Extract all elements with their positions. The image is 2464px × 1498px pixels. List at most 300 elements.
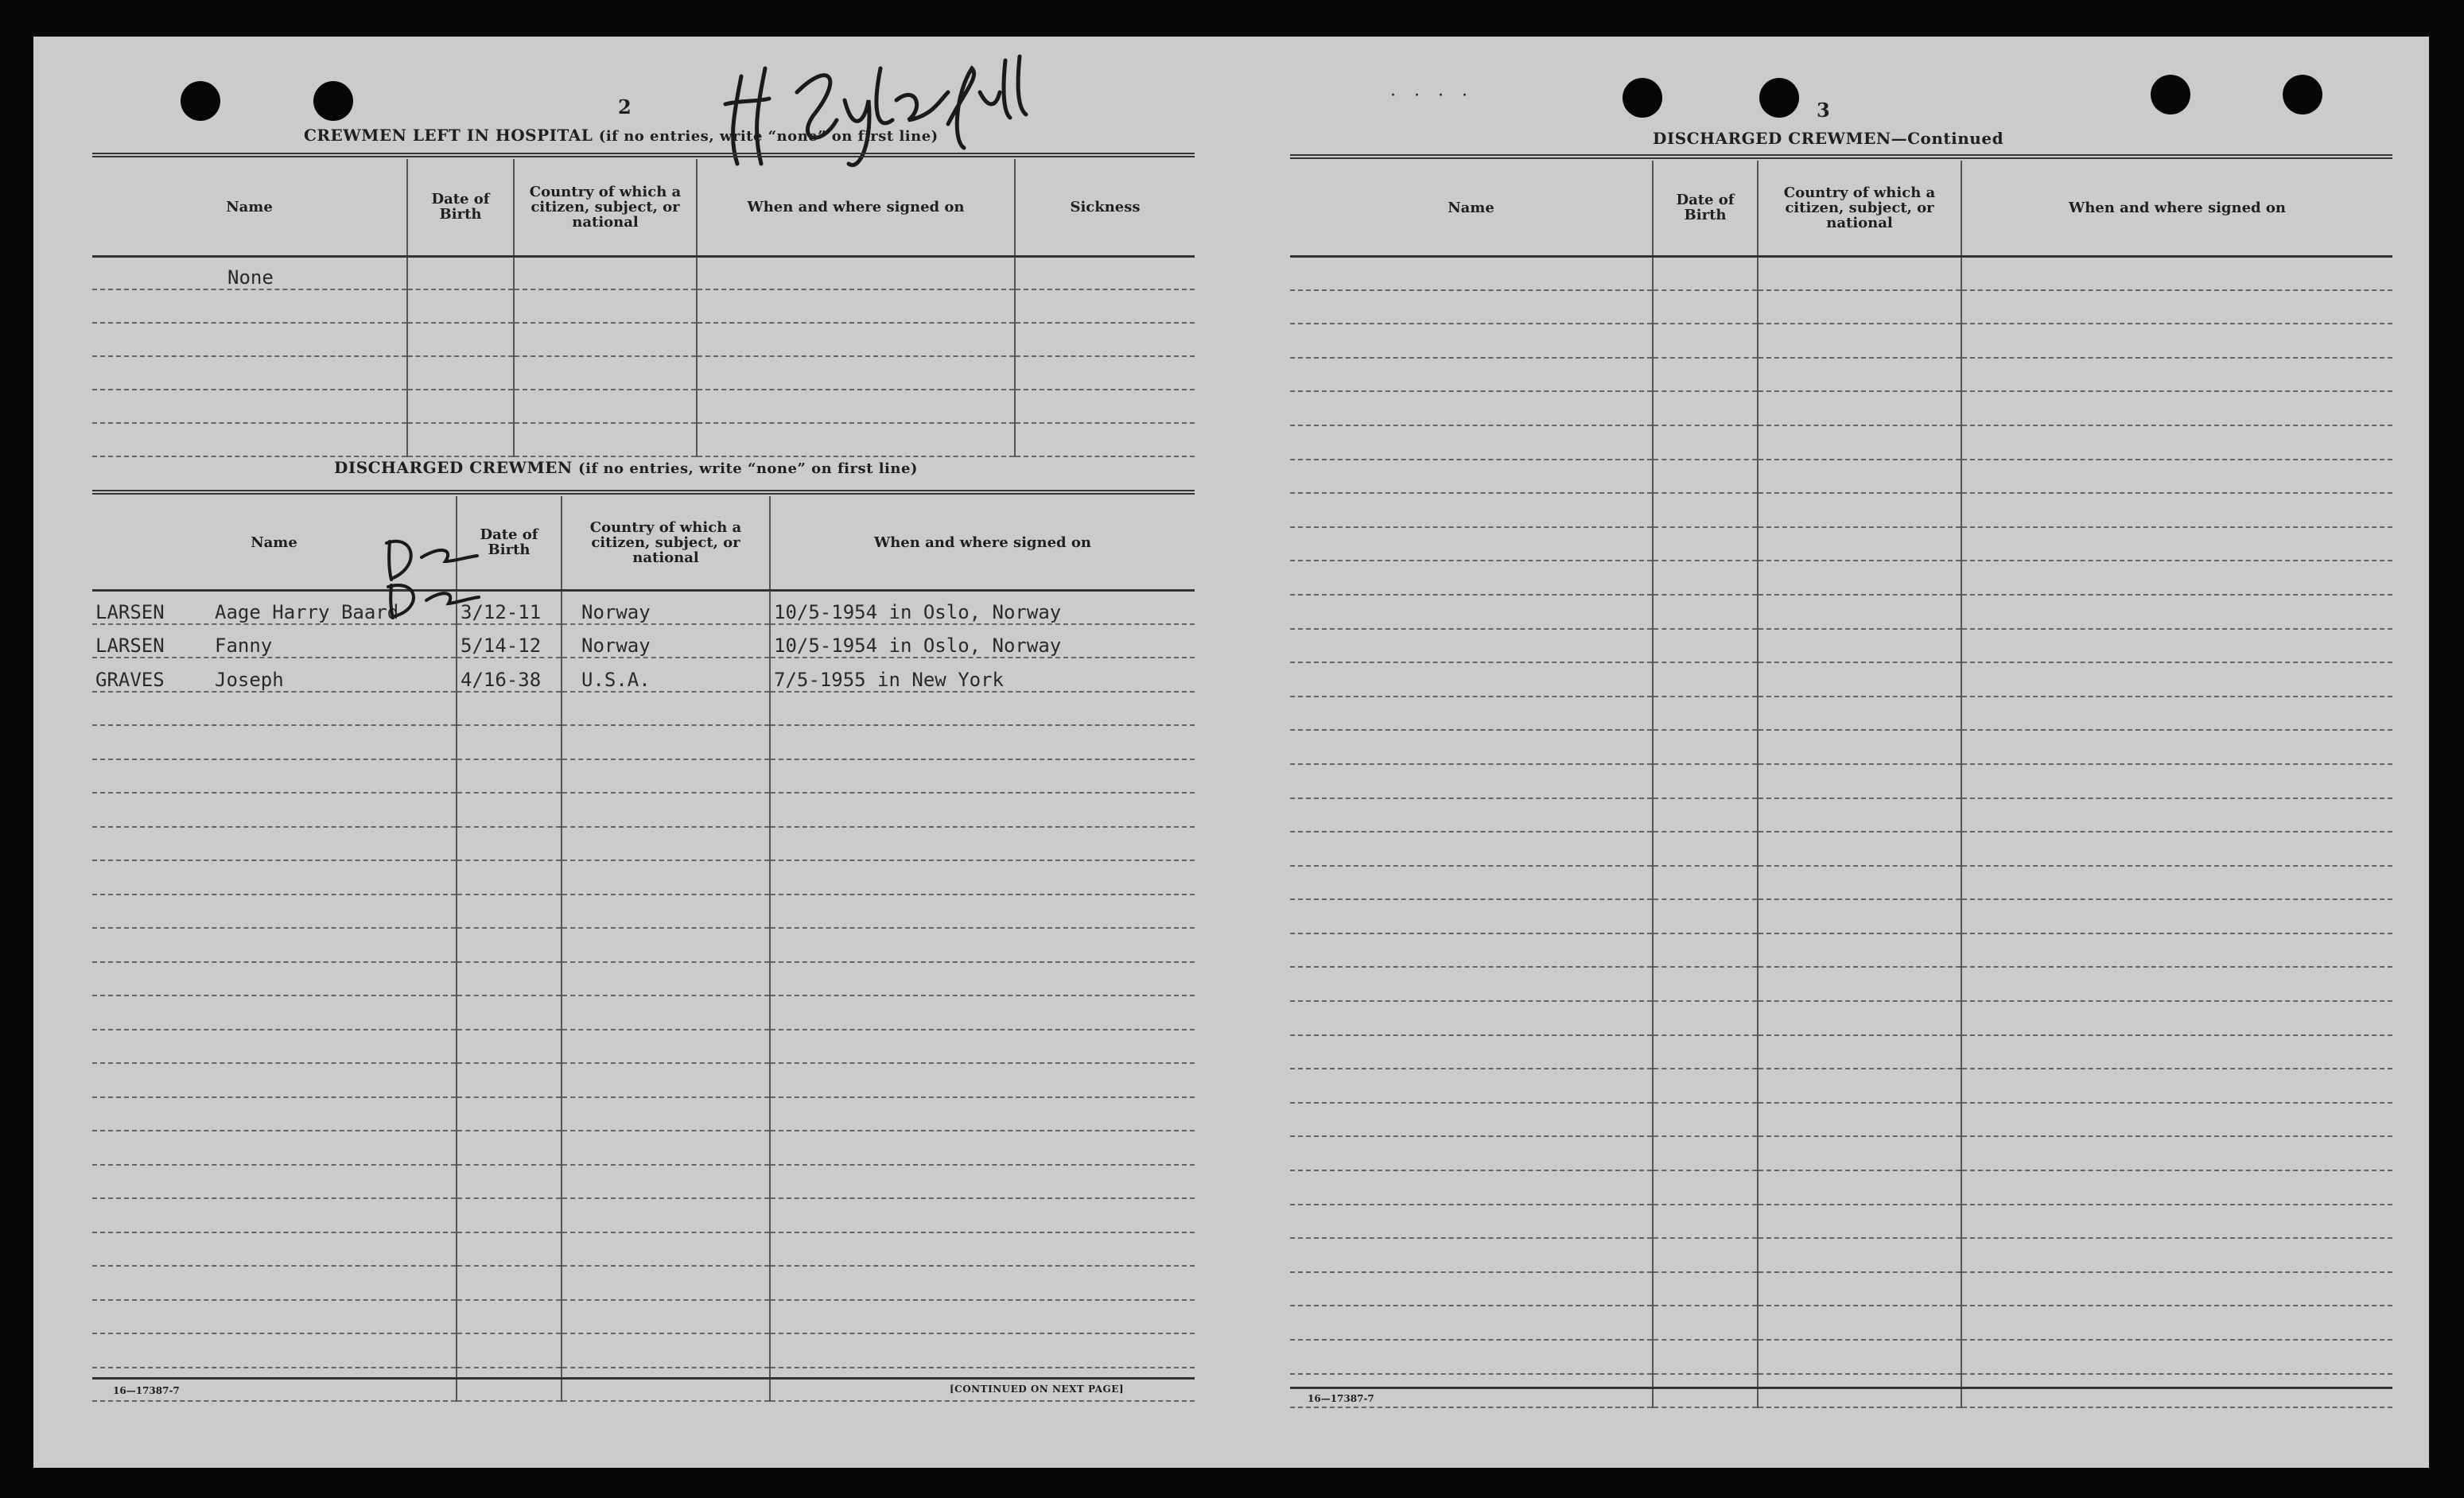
discharged-table-row — [92, 928, 1195, 962]
continued-cell — [1758, 1238, 1961, 1272]
continued-cell — [1290, 358, 1653, 392]
continued-cell — [1758, 1001, 1961, 1035]
crewman-name-cell — [92, 928, 457, 962]
hospital-cell — [92, 356, 407, 390]
continued-cell — [1653, 899, 1758, 933]
punch-hole — [2283, 75, 2322, 114]
continued-cell — [1961, 391, 2392, 425]
crewman-country-cell — [562, 1333, 770, 1368]
continued-cell — [1961, 697, 2392, 731]
discharged-header-row — [92, 496, 1195, 590]
crewman-name-cell — [92, 1063, 457, 1097]
crewman-name-cell — [92, 995, 457, 1030]
crewman-signed-cell — [770, 692, 1195, 726]
hospital-cell — [92, 289, 407, 323]
continued-cell — [1290, 460, 1653, 494]
continued-cell — [1758, 527, 1961, 561]
continued-table-row — [1290, 324, 2392, 358]
crewman-given-name: Joseph — [215, 668, 284, 691]
crewman-dob-cell: 4/16-38 — [457, 658, 562, 692]
continued-table-row — [1290, 764, 2392, 798]
continued-table-row — [1290, 629, 2392, 663]
crewman-surname: LARSEN — [95, 600, 165, 623]
discharged-table-row — [92, 1198, 1195, 1232]
crewman-country-cell — [562, 1300, 770, 1334]
hospital-cell — [697, 423, 1015, 456]
hospital-cell — [92, 423, 407, 456]
continued-note: [CONTINUED ON NEXT PAGE] — [950, 1384, 1125, 1395]
continued-table-row — [1290, 933, 2392, 968]
continued-cell — [1961, 832, 2392, 866]
continued-cell — [1758, 1069, 1961, 1103]
discharged-top-rule — [92, 490, 1195, 495]
crewman-surname: LARSEN — [95, 635, 165, 657]
continued-cell — [1290, 1069, 1653, 1103]
continued-cell — [1961, 1306, 2392, 1340]
crewman-name-cell — [92, 1131, 457, 1165]
continued-table-row — [1290, 866, 2392, 900]
crewman-signed-cell: 10/5-1954 in Oslo, Norway — [770, 624, 1195, 658]
crewman-country-cell — [562, 895, 770, 929]
crewman-dob-cell — [457, 725, 562, 759]
crewman-signed-cell — [770, 1266, 1195, 1300]
crewman-signed-cell — [770, 793, 1195, 827]
continued-cell — [1653, 1272, 1758, 1306]
continued-cell — [1290, 561, 1653, 595]
crewman-dob-cell — [457, 928, 562, 962]
continued-cell — [1758, 1340, 1961, 1374]
hospital-cell — [697, 256, 1015, 289]
crewman-signed-cell — [770, 759, 1195, 794]
hospital-cell — [407, 356, 514, 390]
continued-cell — [1290, 1001, 1653, 1035]
crewman-country-cell — [562, 1165, 770, 1199]
punch-hole — [1623, 78, 1662, 118]
continued-cell — [1653, 730, 1758, 764]
crewman-dob-cell — [457, 895, 562, 929]
continued-cell — [1290, 933, 1653, 968]
continued-table-row — [1290, 425, 2392, 460]
continued-section-title: DISCHARGED CREWMEN—Continued — [1653, 129, 2004, 148]
continued-cell — [1653, 697, 1758, 731]
continued-cell — [1758, 1170, 1961, 1205]
continued-table-row — [1290, 1035, 2392, 1069]
discharged-table-row — [92, 1333, 1195, 1368]
continued-cell — [1961, 1170, 2392, 1205]
discharged-table-row — [92, 590, 1195, 624]
crewman-name-cell — [92, 1266, 457, 1300]
hospital-cell — [1015, 356, 1195, 390]
crewman-signed-cell — [770, 1300, 1195, 1334]
continued-cell — [1961, 662, 2392, 697]
continued-cell — [1653, 425, 1758, 460]
discharged-table-row — [92, 827, 1195, 861]
continued-cell — [1758, 1374, 1961, 1408]
hospital-header-signed: When and where signed on — [697, 159, 1015, 256]
page-number-right: 3 — [1817, 99, 1830, 122]
continued-cell — [1758, 324, 1961, 358]
crewman-country-cell — [562, 1030, 770, 1064]
continued-cell — [1961, 290, 2392, 324]
continued-bottom-rule — [1290, 1387, 2392, 1389]
continued-table-row — [1290, 561, 2392, 595]
continued-cell — [1961, 967, 2392, 1001]
document-page — [33, 37, 2429, 1468]
discharged-section-title — [334, 458, 918, 477]
continued-cell — [1653, 1340, 1758, 1374]
crewman-country-cell — [562, 1097, 770, 1131]
continued-table-row — [1290, 527, 2392, 561]
continued-cell — [1653, 662, 1758, 697]
discharged-table-row — [92, 1063, 1195, 1097]
continued-cell — [1290, 1035, 1653, 1069]
hospital-cell — [697, 289, 1015, 323]
continued-cell — [1653, 1238, 1758, 1272]
hospital-cell — [407, 323, 514, 356]
crewman-dob-cell — [457, 1198, 562, 1232]
continued-cell — [1758, 460, 1961, 494]
continued-cell — [1653, 256, 1758, 290]
continued-cell — [1758, 866, 1961, 900]
hospital-cell — [407, 289, 514, 323]
crewman-dob-cell: 5/14-12 — [457, 624, 562, 658]
continued-cell — [1290, 324, 1653, 358]
discharged-table-row — [92, 1300, 1195, 1334]
hospital-table-row — [92, 423, 1195, 456]
continued-cell — [1961, 1136, 2392, 1170]
continued-table-row — [1290, 595, 2392, 629]
hospital-header-country: Country of which a citizen, subject, or national — [514, 159, 697, 256]
crewman-country-cell: Norway — [562, 624, 770, 658]
continued-table-row — [1290, 1103, 2392, 1137]
continued-cell — [1758, 256, 1961, 290]
continued-table-row — [1290, 358, 2392, 392]
discharged-table-row — [92, 1232, 1195, 1267]
crewman-signed-cell — [770, 827, 1195, 861]
continued-cell — [1653, 527, 1758, 561]
crewman-signed-cell — [770, 1063, 1195, 1097]
crewman-dob-cell — [457, 1232, 562, 1267]
continued-cell — [1653, 1136, 1758, 1170]
continued-cell — [1653, 866, 1758, 900]
continued-cell — [1290, 256, 1653, 290]
continued-cell — [1961, 561, 2392, 595]
continued-cell — [1653, 1035, 1758, 1069]
crewman-signed-cell — [770, 1333, 1195, 1368]
continued-cell — [1961, 460, 2392, 494]
discharged-table-row — [92, 895, 1195, 929]
continued-cell — [1290, 527, 1653, 561]
crewman-name-cell — [92, 860, 457, 895]
continued-cell — [1961, 358, 2392, 392]
continued-table-row — [1290, 391, 2392, 425]
continued-cell — [1290, 391, 1653, 425]
hospital-top-rule — [92, 153, 1195, 157]
hospital-table-row — [92, 289, 1195, 323]
continued-cell — [1290, 595, 1653, 629]
continued-table-row — [1290, 256, 2392, 290]
continued-cell — [1758, 1136, 1961, 1170]
crewman-dob-cell — [457, 1030, 562, 1064]
discharged-table-row — [92, 1165, 1195, 1199]
continued-cell — [1961, 324, 2392, 358]
crewman-dob-cell — [457, 1266, 562, 1300]
crewman-country-cell — [562, 1198, 770, 1232]
continued-cell — [1961, 1272, 2392, 1306]
continued-cell — [1653, 764, 1758, 798]
continued-cell — [1290, 425, 1653, 460]
continued-cell — [1290, 1103, 1653, 1137]
continued-table-row — [1290, 1306, 2392, 1340]
continued-cell — [1758, 358, 1961, 392]
crewman-country-cell — [562, 827, 770, 861]
crewman-signed-cell — [770, 1097, 1195, 1131]
crewman-dob-cell — [457, 860, 562, 895]
continued-cell — [1653, 324, 1758, 358]
discharged-table-row — [92, 624, 1195, 658]
continued-cell — [1653, 493, 1758, 527]
crewman-name-cell — [92, 1300, 457, 1334]
continued-cell — [1290, 697, 1653, 731]
crewman-signed-cell — [770, 860, 1195, 895]
continued-table-row — [1290, 1238, 2392, 1272]
continued-cell — [1290, 730, 1653, 764]
continued-cell — [1758, 425, 1961, 460]
hospital-cell — [92, 323, 407, 356]
continued-table — [1290, 161, 2392, 1408]
crewman-given-name: Aage Harry Baard — [215, 600, 399, 623]
hospital-section-title — [304, 126, 939, 145]
crewman-name-cell — [92, 692, 457, 726]
crewman-country-cell: Norway — [562, 590, 770, 624]
crewman-signed-cell — [770, 725, 1195, 759]
discharged-header-country: Country of which a citizen, subject, or national — [562, 496, 770, 590]
continued-table-row — [1290, 290, 2392, 324]
continued-cell — [1758, 629, 1961, 663]
discharged-header-signed: When and where signed on — [770, 496, 1195, 590]
continued-header-row — [1290, 161, 2392, 256]
hospital-cell — [514, 256, 697, 289]
discharged-table-row — [92, 1266, 1195, 1300]
continued-cell — [1653, 561, 1758, 595]
continued-cell — [1290, 1136, 1653, 1170]
continued-cell — [1653, 595, 1758, 629]
discharged-bottom-rule — [92, 1377, 1195, 1380]
hospital-cell — [697, 390, 1015, 423]
continued-table-row — [1290, 899, 2392, 933]
hospital-cell — [1015, 390, 1195, 423]
continued-cell — [1961, 527, 2392, 561]
crewman-signed-cell — [770, 1232, 1195, 1267]
continued-cell — [1961, 256, 2392, 290]
crewman-name-cell — [92, 1165, 457, 1199]
crewman-country-cell — [562, 692, 770, 726]
continued-cell — [1290, 1306, 1653, 1340]
continued-cell — [1653, 933, 1758, 968]
continued-cell — [1961, 629, 2392, 663]
continued-cell — [1290, 967, 1653, 1001]
continued-cell — [1653, 1374, 1758, 1408]
handwritten-mark — [366, 526, 493, 621]
continued-header-name: Name — [1290, 161, 1653, 256]
hospital-cell — [92, 390, 407, 423]
continued-cell — [1758, 1306, 1961, 1340]
crewman-name-cell — [92, 658, 457, 692]
continued-cell — [1653, 290, 1758, 324]
form-code-right: 16—17387-7 — [1308, 1393, 1374, 1404]
form-code-left: 16—17387-7 — [113, 1385, 180, 1396]
continued-cell — [1653, 358, 1758, 392]
crewman-country-cell — [562, 725, 770, 759]
discharged-table-row — [92, 793, 1195, 827]
hospital-table-row — [92, 323, 1195, 356]
continued-header-country: Country of which a citizen, subject, or national — [1758, 161, 1961, 256]
continued-cell — [1961, 595, 2392, 629]
continued-cell — [1961, 493, 2392, 527]
continued-cell — [1758, 697, 1961, 731]
hospital-cell — [1015, 323, 1195, 356]
hospital-header-name: Name — [92, 159, 407, 256]
crewman-signed-cell — [770, 1131, 1195, 1165]
continued-table-row — [1290, 1272, 2392, 1306]
continued-cell — [1653, 832, 1758, 866]
hospital-note: (if no entries, write “none” on first line) — [598, 128, 939, 145]
crewman-signed-cell — [770, 928, 1195, 962]
continued-cell — [1290, 1170, 1653, 1205]
crewman-dob-cell — [457, 1333, 562, 1368]
discharged-table-row — [92, 1097, 1195, 1131]
continued-cell — [1961, 1103, 2392, 1137]
continued-cell — [1961, 933, 2392, 968]
continued-cell — [1758, 832, 1961, 866]
crewman-name-cell — [92, 1198, 457, 1232]
continued-cell — [1290, 1272, 1653, 1306]
crewman-country-cell — [562, 1063, 770, 1097]
crewman-name-cell — [92, 895, 457, 929]
crewman-name-cell — [92, 827, 457, 861]
continued-cell — [1758, 561, 1961, 595]
hospital-cell — [514, 289, 697, 323]
continued-cell — [1758, 798, 1961, 832]
hospital-table-row — [92, 390, 1195, 423]
continued-cell — [1290, 1340, 1653, 1374]
continued-top-rule — [1290, 154, 2392, 159]
discharged-table-row — [92, 658, 1195, 692]
continued-cell — [1758, 662, 1961, 697]
continued-header-signed: When and where signed on — [1961, 161, 2392, 256]
continued-cell — [1758, 1103, 1961, 1137]
continued-cell — [1290, 290, 1653, 324]
hospital-cell — [407, 423, 514, 456]
crewman-country-cell — [562, 962, 770, 996]
discharged-table-row — [92, 759, 1195, 794]
crewman-signed-cell — [770, 1198, 1195, 1232]
crewman-name-cell — [92, 1232, 457, 1267]
continued-table-row — [1290, 832, 2392, 866]
continued-cell — [1653, 1069, 1758, 1103]
continued-table-row — [1290, 1340, 2392, 1374]
hospital-cell: None — [92, 256, 407, 289]
continued-cell — [1758, 933, 1961, 968]
punch-hole — [1759, 78, 1799, 118]
continued-cell — [1653, 967, 1758, 1001]
hospital-cell — [697, 356, 1015, 390]
continued-cell — [1290, 798, 1653, 832]
crewman-signed-cell — [770, 1165, 1195, 1199]
continued-cell — [1961, 1205, 2392, 1239]
crewman-signed-cell — [770, 995, 1195, 1030]
crewman-dob-cell — [457, 793, 562, 827]
hospital-cell — [1015, 289, 1195, 323]
crewman-dob-cell — [457, 1131, 562, 1165]
crewman-country-cell — [562, 928, 770, 962]
continued-table-row — [1290, 662, 2392, 697]
crewman-country-cell — [562, 1266, 770, 1300]
crewman-name-cell — [92, 793, 457, 827]
continued-table-row — [1290, 967, 2392, 1001]
crewman-name-cell — [92, 759, 457, 794]
continued-cell — [1758, 899, 1961, 933]
discharged-table-row — [92, 1131, 1195, 1165]
continued-cell — [1653, 1170, 1758, 1205]
continued-table-row — [1290, 1001, 2392, 1035]
crewman-name-cell — [92, 1030, 457, 1064]
continued-cell — [1290, 899, 1653, 933]
continued-cell — [1961, 764, 2392, 798]
crewman-signed-cell: 7/5-1955 in New York — [770, 658, 1195, 692]
hospital-cell — [1015, 256, 1195, 289]
discharged-table-row — [92, 860, 1195, 895]
continued-cell — [1961, 866, 2392, 900]
continued-cell — [1290, 629, 1653, 663]
hospital-cell — [1015, 423, 1195, 456]
crewman-dob-cell — [457, 1165, 562, 1199]
continued-table-row — [1290, 1205, 2392, 1239]
continued-cell — [1290, 493, 1653, 527]
continued-cell — [1653, 1205, 1758, 1239]
crewman-signed-cell — [770, 895, 1195, 929]
crewman-surname: GRAVES — [95, 668, 165, 691]
discharged-table — [92, 496, 1195, 1402]
punch-hole — [2151, 75, 2190, 114]
crewman-name-cell — [92, 725, 457, 759]
continued-cell — [1758, 1272, 1961, 1306]
continued-cell — [1290, 1238, 1653, 1272]
crewman-dob-cell — [457, 995, 562, 1030]
crewman-country-cell — [562, 995, 770, 1030]
crewman-country-cell — [562, 1368, 770, 1402]
hospital-table — [92, 159, 1195, 457]
crewman-dob-cell — [457, 1063, 562, 1097]
crewman-dob-cell — [457, 1097, 562, 1131]
continued-cell — [1653, 460, 1758, 494]
discharged-table-row — [92, 962, 1195, 996]
continued-cell — [1653, 1103, 1758, 1137]
hospital-cell — [407, 256, 514, 289]
continued-cell — [1290, 832, 1653, 866]
crewman-country-cell — [562, 793, 770, 827]
continued-cell — [1758, 1035, 1961, 1069]
discharged-title: DISCHARGED CREWMEN — [334, 458, 573, 477]
continued-cell — [1653, 391, 1758, 425]
hospital-header-dob: Date of Birth — [407, 159, 514, 256]
continued-cell — [1290, 662, 1653, 697]
hospital-cell — [514, 390, 697, 423]
continued-cell — [1290, 764, 1653, 798]
continued-cell — [1758, 493, 1961, 527]
continued-table-row — [1290, 1069, 2392, 1103]
hospital-title: CREWMEN LEFT IN HOSPITAL — [304, 126, 593, 145]
